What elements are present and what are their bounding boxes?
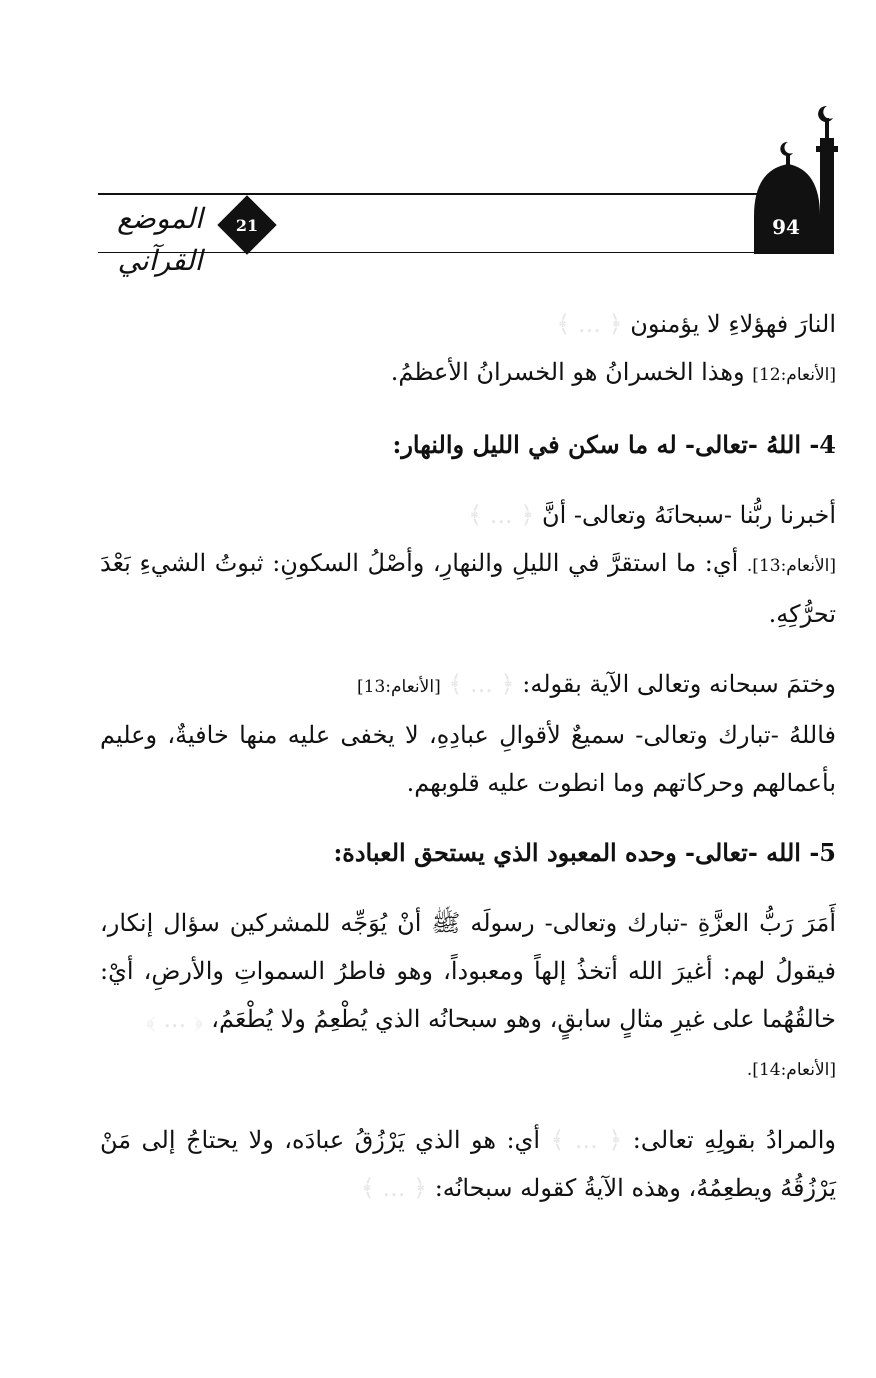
p5-faded-verse-2: ﴿ ... ﴾ (360, 1174, 428, 1202)
book-title-calligraphy: الموضع القرآني (117, 202, 203, 277)
p3-faded-verse: ﴿ ... ﴾ (448, 670, 515, 698)
p3-intro: وختمَ سبحانه وتعالى الآية بقوله: (522, 670, 836, 698)
p5-text1: والمرادُ بقولِهِ تعالى: (632, 1126, 836, 1154)
page-number: 94 (772, 215, 800, 239)
paragraph-3 (100, 660, 836, 807)
p1-line2: وهذا الخسرانُ هو الخسرانُ الأعظمُ. (390, 358, 745, 386)
paragraph-4 (100, 899, 836, 1094)
p2-text: أي: ما استقرَّ في الليلِ والنهارِ، وأصْلُ السكونِ: ثبوتُ الشيءِ بَعْدَ تحرُّكِهِ. (100, 549, 836, 628)
chapter-number: 21 (235, 216, 259, 235)
p1-quran-reference: [الأنعام:12] (752, 365, 836, 385)
p2-faded-verse: ﴿ ... ﴾ (468, 501, 535, 529)
paragraph-1 (100, 300, 836, 399)
p3-quran-reference: [الأنعام:13] (357, 677, 441, 697)
page-body (100, 300, 836, 1234)
header-top-rule (98, 193, 816, 195)
p1-line1: النارَ فهؤلاءِ لا يؤمنون (630, 310, 836, 338)
section-heading-5: 5- الله -تعالى- وحده المعبود الذي يستحق العبادة: (333, 838, 836, 867)
p4-faded-verse: ﴿ ... ﴾ (145, 1005, 204, 1033)
p2-quran-reference: [الأنعام:13]. (746, 556, 836, 576)
p4-text: أَمَرَ رَبُّ العزَّةِ -تبارك وتعالى- رسولَه ﷺ أنْ يُوَجِّه للمشركين سؤال إنكار، فيقولُ لهم: أغيرَ الله أتخذُ إلهاً ومعبوداً، وهو فاطرُ السمواتِ والأرضِ، أيْ: خالقُهُما على غيرِ مثالٍ سابقٍ، وهو سبحانُه الذي يُطْعِمُ ولا يُطْعَمُ، (100, 909, 836, 1033)
p5-text2: أي: هو الذي يَرْزُقُ عبادَه، ولا يحتاجُ إلى مَنْ يَرْزُقُهُ ويطعِمُهُ، وهذه الآيةُ كقوله سبحانُه: (100, 1126, 836, 1202)
p2-line1: أخبرنا ربُّنا -سبحانَهُ وتعالى- أنَّ (541, 501, 836, 529)
p1-faded-verse: ﴿ ... ﴾ (556, 310, 623, 338)
section-heading-4: 4- اللهُ -تعالى- له ما سكن في الليل والنهار: (392, 430, 836, 459)
paragraph-5 (100, 1116, 836, 1212)
paragraph-2 (100, 491, 836, 638)
p4-quran-reference: [الأنعام:14]. (746, 1060, 836, 1080)
page-header (0, 0, 876, 277)
p5-faded-verse-1: ﴿ ... ﴾ (550, 1126, 623, 1154)
p3-text: فاللهُ -تبارك وتعالى- سميعٌ لأقوالِ عبادِهِ، لا يخفى عليه منها خافيةٌ، وعليم بأعمالهم وحركاتهم وما انطوت عليه قلوبهم. (100, 721, 836, 797)
